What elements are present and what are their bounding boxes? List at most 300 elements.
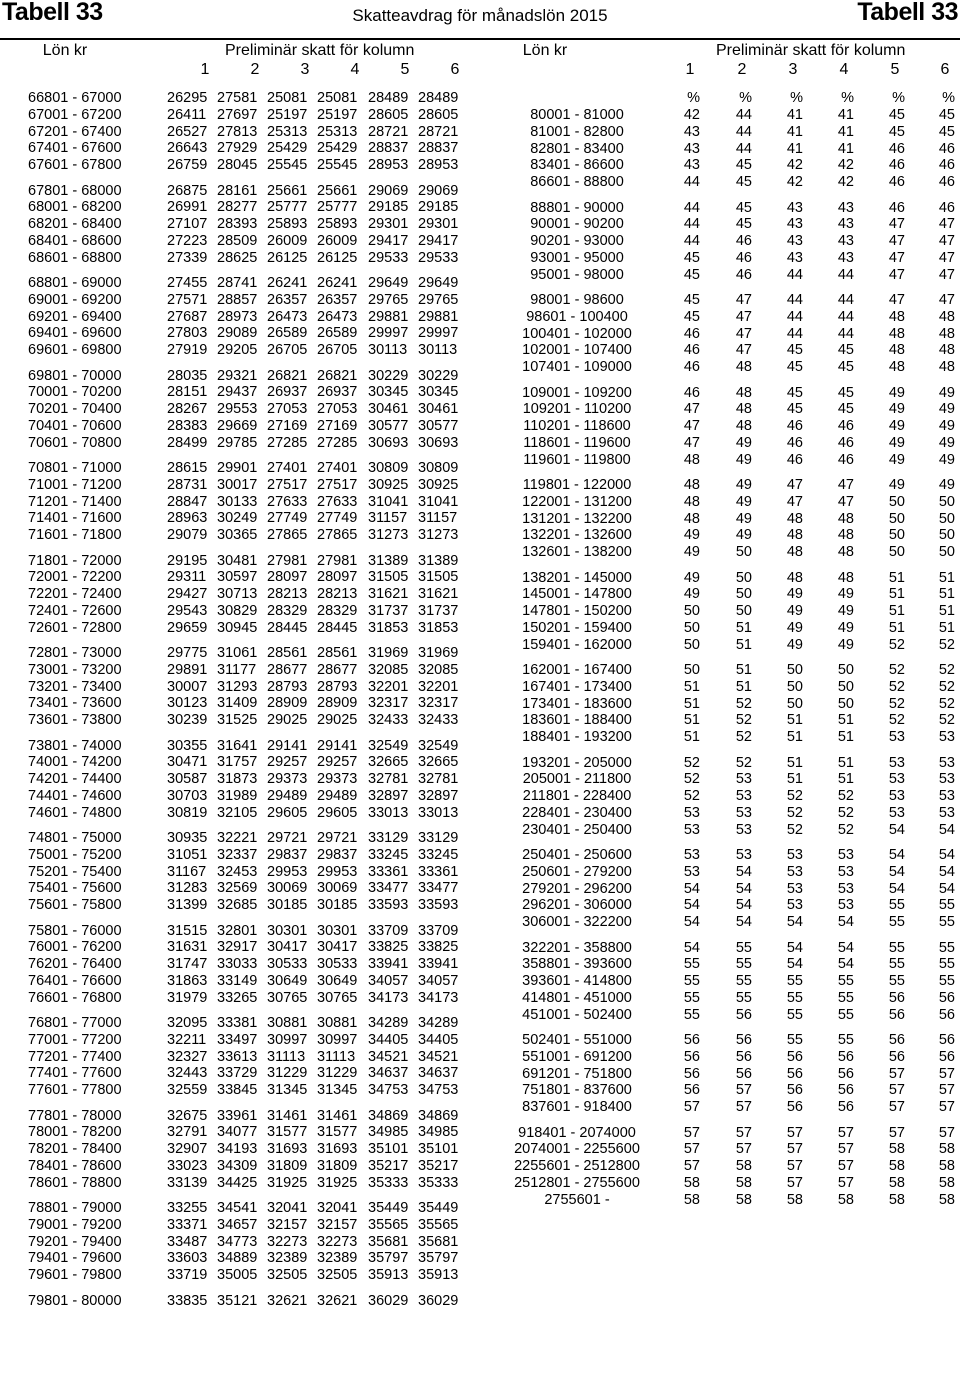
tax-amount: 33603 [167, 1250, 208, 1267]
tax-amount: 33361 [368, 863, 409, 880]
tax-percent: 43 [786, 233, 803, 250]
tax-amount: 29185 [418, 199, 459, 216]
tax-amount: 29837 [317, 846, 358, 863]
salary-range: 76201 - 76400 [28, 956, 122, 973]
tax-amount: 26125 [267, 249, 308, 266]
tax-percent: 45 [683, 308, 700, 325]
table-row [0, 603, 960, 620]
salary-range: 2074001 - 2255600 [514, 1141, 640, 1158]
tax-amount: 31505 [418, 569, 459, 586]
salary-range: 76801 - 77000 [28, 1015, 122, 1031]
tax-amount: 30365 [217, 527, 258, 544]
tax-percent: 55 [683, 956, 700, 973]
table-row [0, 1141, 960, 1158]
tax-percent: 51 [888, 619, 905, 636]
table-row [0, 1192, 960, 1209]
table-row [0, 620, 960, 637]
tax-amount: 31389 [418, 552, 459, 569]
tax-amount: 28329 [267, 602, 308, 619]
tax-percent: 47 [786, 477, 803, 493]
table-row [0, 940, 960, 957]
tax-percent: 55 [837, 1032, 854, 1048]
tax-percent: 47 [837, 477, 854, 493]
tax-percent: 55 [888, 956, 905, 973]
tax-percent: 44 [786, 325, 803, 342]
tax-percent: 45 [837, 359, 854, 376]
tax-percent: 52 [837, 788, 854, 805]
tax-amount: 28097 [267, 569, 308, 586]
prelim-label: Preliminär skatt för kolumn [716, 42, 906, 59]
table-row [0, 157, 960, 174]
salary-range: 82801 - 83400 [530, 140, 624, 157]
tax-percent: 55 [683, 989, 700, 1006]
tax-amount: 26411 [167, 106, 207, 123]
column-number: 5 [890, 61, 900, 78]
tax-percent: 45 [735, 199, 752, 216]
tax-amount: 29649 [368, 275, 409, 291]
salary-range: 83401 - 86600 [530, 157, 624, 174]
salary-range: 67801 - 68000 [28, 182, 122, 199]
tax-amount: 31461 [267, 1107, 308, 1124]
tax-amount: 31157 [368, 510, 408, 527]
tax-amount: 26821 [317, 367, 358, 384]
salary-range: 73601 - 73800 [28, 712, 122, 729]
tax-percent: 45 [683, 266, 700, 283]
tax-amount: 27929 [217, 140, 258, 157]
tax-amount: 30997 [317, 1031, 358, 1048]
tax-percent: 56 [938, 1032, 955, 1048]
tax-amount: 30577 [418, 417, 459, 434]
tax-amount: 33613 [217, 1048, 258, 1065]
tax-amount: 34289 [418, 1015, 459, 1031]
tax-percent: 56 [683, 1032, 700, 1048]
salary-range: 118601 - 119600 [523, 434, 631, 451]
tax-amount: 29069 [418, 182, 459, 199]
tax-amount: 30809 [368, 460, 409, 476]
tax-amount: 25777 [267, 199, 308, 216]
tax-amount: 29311 [167, 569, 207, 586]
tax-amount: 28605 [368, 106, 409, 123]
table-row [0, 527, 960, 544]
tax-percent: 45 [786, 384, 803, 401]
tax-amount: 27455 [167, 275, 208, 291]
tax-percent: 49 [938, 401, 955, 418]
tax-amount: 33245 [418, 846, 459, 863]
tax-amount: 35681 [418, 1233, 459, 1250]
tax-percent: 42 [786, 174, 803, 191]
tax-percent: 50 [735, 544, 752, 561]
tax-percent: 56 [938, 1006, 955, 1023]
tax-amount: 33709 [418, 922, 459, 939]
tax-amount: 29025 [267, 712, 308, 729]
salary-range: 102001 - 107400 [522, 342, 632, 359]
tax-amount: 35565 [368, 1216, 409, 1233]
salary-range: 918401 - 2074000 [518, 1124, 636, 1141]
tax-percent: 49 [837, 636, 854, 653]
tax-amount: 33825 [368, 939, 409, 956]
tax-percent: 53 [938, 771, 955, 788]
tax-percent: 57 [938, 1065, 955, 1082]
tax-percent: 48 [837, 544, 854, 561]
tax-amount: 32801 [217, 922, 258, 939]
table-row [0, 586, 960, 603]
tax-percent: 45 [888, 123, 905, 140]
tax-percent: 44 [837, 308, 854, 325]
tax-percent: 54 [683, 897, 700, 914]
tax-percent: 55 [888, 973, 905, 990]
tax-amount: 31873 [217, 771, 258, 788]
tax-percent: 58 [683, 1191, 700, 1208]
tax-amount: 31693 [267, 1141, 308, 1158]
tax-percent: 54 [837, 956, 854, 973]
tax-percent: 44 [786, 292, 803, 308]
tax-percent: 43 [837, 233, 854, 250]
tax-percent: 47 [683, 418, 700, 435]
tax-percent: 48 [938, 342, 955, 359]
tax-percent: 47 [735, 325, 752, 342]
tax-percent: 45 [735, 174, 752, 191]
tax-percent: 48 [888, 342, 905, 359]
salary-range: 66801 - 67000 [28, 90, 122, 106]
table-row [0, 847, 960, 864]
tax-amount: 33825 [418, 939, 459, 956]
tax-percent: 48 [735, 384, 752, 401]
tax-percent: 55 [938, 897, 955, 914]
tax-amount: 33033 [217, 956, 258, 973]
salary-range: 751801 - 837600 [522, 1082, 632, 1099]
tax-percent: 46 [888, 157, 905, 174]
salary-range: 109001 - 109200 [522, 384, 632, 401]
tax-percent: 53 [837, 880, 854, 897]
tax-percent: 58 [888, 1174, 905, 1191]
tax-amount: 25777 [317, 199, 358, 216]
tax-amount: 32273 [267, 1233, 308, 1250]
tax-percent: 45 [837, 342, 854, 359]
tax-amount: 34173 [368, 989, 409, 1006]
tax-percent: 55 [837, 989, 854, 1006]
tax-amount: 34405 [368, 1031, 409, 1048]
tax-percent: 56 [735, 1065, 752, 1082]
salary-range: 211801 - 228400 [522, 788, 632, 805]
tax-amount: 34173 [418, 989, 459, 1006]
tax-percent: 49 [837, 603, 854, 620]
tax-percent: 53 [888, 729, 905, 746]
salary-range: 71201 - 71400 [28, 493, 122, 510]
tax-percent: 46 [888, 174, 905, 191]
tax-amount: 30113 [418, 342, 458, 359]
tax-amount: 34425 [217, 1174, 258, 1191]
tax-amount: 35005 [217, 1267, 258, 1284]
tax-amount: 32549 [368, 737, 409, 754]
tax-amount: 35101 [368, 1141, 409, 1158]
tax-percent: 58 [888, 1141, 905, 1158]
tax-amount: 30881 [317, 1015, 358, 1031]
tax-percent: 51 [888, 586, 905, 603]
tax-amount: 35797 [368, 1250, 409, 1267]
salary-range: 73801 - 74000 [28, 737, 122, 754]
tax-amount: 34057 [368, 972, 409, 989]
table-row [0, 544, 960, 561]
tax-percent: 50 [888, 544, 905, 561]
tax-amount: 26009 [267, 232, 308, 249]
salary-range: 79001 - 79200 [28, 1216, 122, 1233]
tax-percent: 49 [888, 477, 905, 493]
tax-percent: 56 [888, 1006, 905, 1023]
tax-amount: 29301 [418, 216, 459, 233]
salary-range: 75201 - 75400 [28, 863, 122, 880]
tax-percent: 51 [938, 603, 955, 620]
salary-range: 67601 - 67800 [28, 157, 122, 174]
tax-amount: 34521 [368, 1048, 409, 1065]
tax-amount: 26473 [267, 308, 308, 325]
tax-percent: 52 [938, 678, 955, 695]
tax-amount: 28793 [317, 678, 358, 695]
tax-percent: 49 [735, 434, 752, 451]
tax-percent: 58 [786, 1191, 803, 1208]
salary-range: 79401 - 79600 [28, 1250, 122, 1267]
salary-range: 250401 - 250600 [522, 847, 632, 863]
tax-amount: 25893 [267, 216, 308, 233]
tax-percent: 44 [837, 266, 854, 283]
tax-amount: 35121 [217, 1292, 258, 1309]
tax-percent: 46 [683, 384, 700, 401]
tax-percent: 42 [786, 157, 803, 174]
tax-percent: 52 [888, 712, 905, 729]
salary-range: 69001 - 69200 [28, 291, 122, 308]
tax-percent: 51 [683, 695, 700, 712]
tax-amount: 29417 [418, 232, 459, 249]
table-row [0, 662, 960, 679]
tax-percent: 58 [735, 1158, 752, 1175]
tax-amount: 27053 [317, 401, 358, 418]
salary-range: 80001 - 81000 [530, 107, 624, 123]
salary-range: 358801 - 393600 [522, 956, 632, 973]
tax-percent: 52 [938, 662, 955, 678]
tax-percent: 46 [837, 451, 854, 468]
tax-amount: 27401 [317, 460, 358, 476]
tax-percent: 43 [837, 249, 854, 266]
tax-amount: 28605 [418, 106, 459, 123]
tax-amount: 33265 [217, 989, 258, 1006]
tax-amount: 27633 [267, 493, 308, 510]
salary-range: 837601 - 918400 [522, 1099, 632, 1116]
prelim-label: Preliminär skatt för kolumn [225, 42, 415, 59]
tax-amount: 32791 [167, 1124, 208, 1141]
tax-amount: 34637 [368, 1065, 409, 1082]
tax-amount: 29025 [317, 712, 358, 729]
salary-range: 68401 - 68600 [28, 232, 122, 249]
tax-percent: 50 [938, 527, 955, 544]
column-number: 1 [685, 61, 695, 78]
tax-amount: 27981 [267, 552, 308, 569]
salary-range: 78401 - 78600 [28, 1157, 122, 1174]
tax-percent: 56 [683, 1048, 700, 1065]
salary-range: 77801 - 78000 [28, 1107, 122, 1124]
tax-amount: 30713 [217, 586, 258, 603]
tax-amount: 30649 [267, 972, 308, 989]
tax-amount: 29489 [267, 787, 308, 804]
tax-amount: 29881 [368, 308, 409, 325]
tax-percent: 41 [837, 123, 854, 140]
tax-amount: 30597 [217, 569, 258, 586]
tax-amount: 28721 [368, 123, 409, 140]
tax-percent: 46 [938, 199, 955, 216]
table-row [0, 233, 960, 250]
tax-percent: 57 [837, 1141, 854, 1158]
tax-percent: 50 [938, 544, 955, 561]
tax-amount: 27517 [317, 476, 358, 493]
tax-amount: 30113 [368, 342, 408, 359]
tax-percent: 51 [888, 569, 905, 586]
tax-amount: 29079 [167, 527, 208, 544]
salary-range: 173401 - 183600 [522, 695, 632, 712]
tax-amount: 25545 [317, 157, 358, 174]
tax-percent: 45 [786, 359, 803, 376]
table-row [0, 1032, 960, 1049]
tax-amount: 32085 [418, 661, 459, 678]
tax-amount: 27285 [267, 434, 308, 451]
tax-percent: 49 [938, 384, 955, 401]
tax-amount: 29069 [368, 182, 409, 199]
tax-amount: 32621 [317, 1292, 358, 1309]
tax-amount: 34657 [217, 1216, 258, 1233]
tax-percent: 55 [837, 973, 854, 990]
tax-percent: 56 [735, 1048, 752, 1065]
tax-percent: 56 [837, 1048, 854, 1065]
table-row [0, 755, 960, 772]
tax-percent: 50 [786, 695, 803, 712]
tax-amount: 35217 [418, 1157, 459, 1174]
tax-amount: 27285 [317, 434, 358, 451]
salary-range: 69801 - 70000 [28, 367, 122, 384]
tax-percent: 46 [683, 325, 700, 342]
table-row [0, 788, 960, 805]
tax-percent: 52 [786, 788, 803, 805]
tax-amount: 35449 [368, 1200, 409, 1216]
tax-amount: 33139 [167, 1174, 208, 1191]
tax-amount: 28213 [267, 586, 308, 603]
tax-percent: 44 [683, 199, 700, 216]
tax-amount: 31737 [418, 602, 459, 619]
salary-range: 68601 - 68800 [28, 249, 122, 266]
tax-percent: 55 [938, 973, 955, 990]
tax-percent: 54 [735, 863, 752, 880]
tax-amount: 26473 [317, 308, 358, 325]
salary-range: 88801 - 90000 [530, 199, 624, 216]
tax-percent: 55 [938, 956, 955, 973]
tax-percent: 58 [683, 1174, 700, 1191]
salary-range: 68801 - 69000 [28, 275, 122, 291]
tax-percent: 54 [888, 821, 905, 838]
tax-amount: 26125 [317, 249, 358, 266]
tax-percent: 50 [837, 662, 854, 678]
tax-percent: 42 [837, 174, 854, 191]
tax-percent: 51 [786, 729, 803, 746]
tax-percent: 49 [786, 586, 803, 603]
tax-percent: 52 [837, 821, 854, 838]
tax-amount: 33709 [368, 922, 409, 939]
tax-amount: 31631 [167, 939, 208, 956]
column-number: 3 [788, 61, 798, 78]
tax-amount: 29427 [167, 586, 208, 603]
tax-amount: 30693 [368, 434, 409, 451]
tax-amount: 29837 [267, 846, 308, 863]
percent-sign: % [841, 90, 854, 106]
tax-percent: 45 [735, 157, 752, 174]
tax-percent: 55 [938, 939, 955, 956]
tax-amount: 29533 [368, 249, 409, 266]
tax-amount: 35101 [418, 1141, 459, 1158]
salary-range: 79601 - 79800 [28, 1267, 122, 1284]
tax-percent: 49 [888, 418, 905, 435]
tax-amount: 34309 [217, 1157, 258, 1174]
tax-percent: 52 [683, 754, 700, 771]
tax-amount: 28035 [167, 367, 208, 384]
tax-percent: 56 [683, 1065, 700, 1082]
table-row [0, 805, 960, 822]
tax-amount: 31747 [167, 956, 208, 973]
tax-amount: 35913 [368, 1267, 409, 1284]
salary-range: 70601 - 70800 [28, 434, 122, 451]
tax-percent: 45 [938, 107, 955, 123]
salary-range: 2512801 - 2755600 [514, 1174, 640, 1191]
tax-amount: 29953 [267, 863, 308, 880]
tax-percent: 44 [786, 308, 803, 325]
tax-amount: 31621 [368, 586, 409, 603]
tax-percent: 48 [683, 477, 700, 493]
tax-percent: 41 [837, 107, 854, 123]
tax-percent: 53 [837, 847, 854, 863]
tax-amount: 29721 [267, 830, 308, 846]
tax-amount: 31113 [267, 1048, 306, 1065]
tax-amount: 29205 [217, 342, 258, 359]
table-row [0, 1158, 960, 1175]
table-row [0, 141, 960, 158]
table-row [0, 1250, 480, 1267]
tax-percent: 51 [786, 712, 803, 729]
tax-amount: 29669 [217, 417, 258, 434]
tax-amount: 31925 [267, 1174, 308, 1191]
salary-range: 69401 - 69600 [28, 325, 122, 342]
tax-amount: 30935 [167, 830, 208, 846]
tax-amount: 32443 [167, 1065, 208, 1082]
salary-range: 71601 - 71800 [28, 527, 122, 544]
salary-range: 73201 - 73400 [28, 678, 122, 695]
table-row [0, 1066, 960, 1083]
tax-percent: 55 [735, 939, 752, 956]
tax-percent: 53 [683, 821, 700, 838]
tax-amount: 31969 [368, 645, 409, 661]
tax-amount: 25081 [317, 90, 358, 106]
tax-percent: 47 [888, 266, 905, 283]
tax-amount: 30069 [267, 880, 308, 897]
tax-amount: 27107 [167, 216, 208, 233]
table-row [0, 864, 960, 881]
tax-percent: 49 [938, 477, 955, 493]
salary-range: 76401 - 76600 [28, 972, 122, 989]
tax-amount: 33477 [368, 880, 409, 897]
tax-amount: 26241 [317, 275, 358, 291]
tax-amount: 32317 [368, 695, 409, 712]
tax-percent: 49 [786, 619, 803, 636]
tax-percent: 51 [837, 771, 854, 788]
tax-percent: 50 [888, 493, 905, 510]
tax-percent: 55 [786, 1032, 803, 1048]
tax-percent: 51 [735, 636, 752, 653]
tax-amount: 32337 [217, 846, 258, 863]
tax-amount: 32505 [317, 1267, 358, 1284]
tax-percent: 43 [683, 157, 700, 174]
